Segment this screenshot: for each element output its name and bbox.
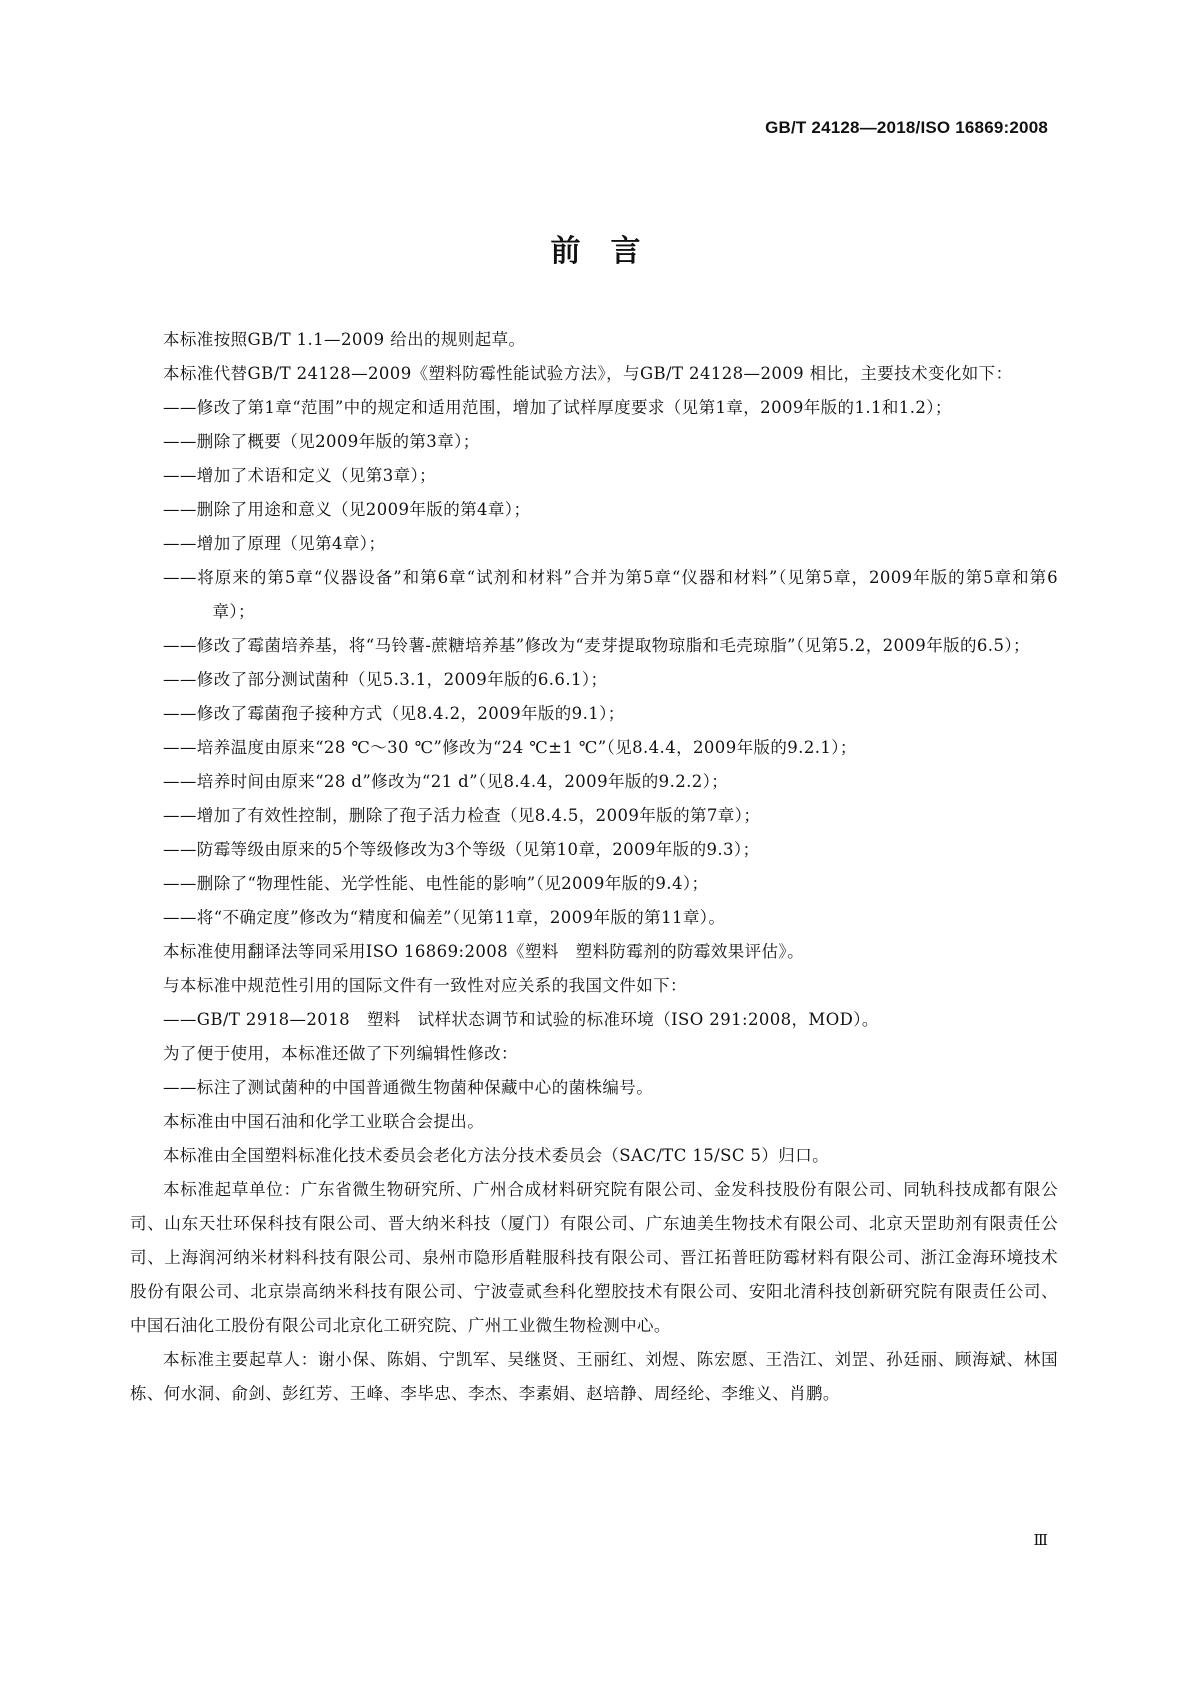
list-item: ——增加了原理（见第4章）； (163, 534, 386, 553)
paragraph: 本标准按照GB/T 1.1—2009 给出的规则起草。 (163, 330, 526, 349)
list-item: ——培养温度由原来“28 ℃～30 ℃”修改为“24 ℃±1 ℃”（见8.4.4，2009年版的9.2.1）； (163, 738, 857, 757)
list-item: ——删除了概要（见2009年版的第3章）； (163, 432, 480, 451)
paragraph: 本标准由中国石油和化学工业联合会提出。 (163, 1112, 485, 1131)
list-item: ——删除了用途和意义（见2009年版的第4章）； (163, 500, 531, 519)
list-item: ——增加了有效性控制，删除了孢子活力检查（见8.4.5，2009年版的第7章）； (163, 806, 761, 825)
paragraph: 本标准主要起草人：谢小保、陈娟、宁凯军、吴继贤、王丽红、刘煜、陈宏愿、王浩江、刘罡、孙廷丽、顾海斌、林国栋、何水洞、俞剑、彭红芳、王峰、李毕忠、李杰、李素娟、赵培静、周经纶、李维义、肖鹏。 (130, 1350, 1058, 1403)
list-item: ——将“不确定度”修改为“精度和偏差”（见第11章，2009年版的第11章）。 (163, 908, 726, 927)
list-item: ——GB/T 2918—2018 塑料 试样状态调节和试验的标准环境（ISO 291:2008，MOD）。 (163, 1010, 879, 1029)
document-body (130, 323, 1058, 1411)
list-item: ——将原来的第5章“仪器设备”和第6章“试剂和材料”合并为第5章“仪器和材料”（见第5章，2009年版的第5章和第6章）； (163, 568, 1058, 621)
paragraph: 本标准由全国塑料标准化技术委员会老化方法分技术委员会（SAC/TC 15/SC 5）归口。 (163, 1146, 830, 1165)
list-item: ——修改了第1章“范围”中的规定和适用范围，增加了试样厚度要求（见第1章，2009年版的1.1和1.2）； (163, 398, 952, 417)
list-item: ——标注了测试菌种的中国普通微生物菌种保藏中心的菌株编号。 (163, 1078, 654, 1097)
paragraph: 本标准代替GB/T 24128—2009《塑料防霉性能试验方法》，与GB/T 24128—2009 相比，主要技术变化如下： (163, 364, 1013, 383)
list-item: ——培养时间由原来“28 d”修改为“21 d”（见8.4.4，2009年版的9.2.2）； (163, 772, 729, 791)
paragraph: 本标准起草单位：广东省微生物研究所、广州合成材料研究院有限公司、金发科技股份有限公司、同轨科技成都有限公司、山东天壮环保科技有限公司、晋大纳米科技（厦门）有限公司、广东迪美生物技术有限公司、北京天罡助剂有限责任公司、上海润河纳米材料科技有限公司、泉州市隐形盾鞋服科技有限公司、晋江拓普旺防霉材料有限公司、浙江金海环境技术股份有限公司、北京崇高纳米科技有限公司、宁波壹贰叁科化塑胶技术有限公司、安阳北清科技创新研究院有限责任公司、中国石油化工股份有限公司北京化工研究院、广州工业微生物检测中心。 (130, 1180, 1058, 1335)
page-title: 前言 (550, 234, 671, 269)
list-item: ——增加了术语和定义（见第3章）； (163, 466, 437, 485)
list-item: ——修改了部分测试菌种（见5.3.1，2009年版的6.6.1）； (163, 670, 608, 689)
list-item: ——修改了霉菌孢子接种方式（见8.4.2，2009年版的9.1）； (163, 704, 625, 723)
standard-code-header: GB/T 24128—2018/ISO 16869:2008 (765, 118, 1048, 137)
paragraph: 本标准使用翻译法等同采用ISO 16869:2008《塑料 塑料防霉剂的防霉效果评估》。 (163, 942, 804, 961)
list-item: ——修改了霉菌培养基，将“马铃薯-蔗糖培养基”修改为“麦芽提取物琼脂和毛壳琼脂”（见第5.2，2009年版的6.5）； (163, 636, 1030, 655)
list-item: ——防霉等级由原来的5个等级修改为3个等级（见第10章，2009年版的9.3）； (163, 840, 760, 859)
paragraph: 为了便于使用，本标准还做了下列编辑性修改： (163, 1044, 518, 1063)
list-item: ——删除了“物理性能、光学性能、电性能的影响”（见2009年版的9.4）； (163, 874, 709, 893)
page-number: Ⅲ (1033, 1531, 1048, 1549)
paragraph: 与本标准中规范性引用的国际文件有一致性对应关系的我国文件如下： (163, 976, 687, 995)
